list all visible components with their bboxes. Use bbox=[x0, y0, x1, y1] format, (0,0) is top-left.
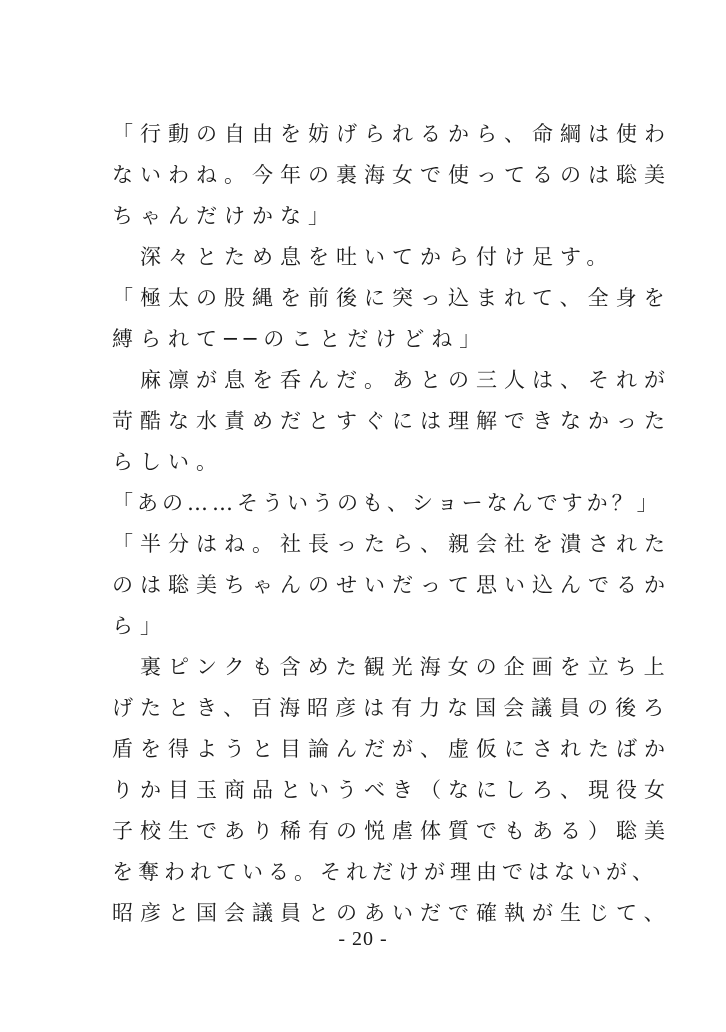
text-line: 裏ピンクも含めた観光海女の企画を立ち上 bbox=[112, 655, 672, 679]
text-line: らしい。 bbox=[112, 450, 224, 474]
text-line: 「あの……そういうのも、ショーなんですか？」 bbox=[112, 491, 662, 515]
page-number: - 20 - bbox=[338, 928, 388, 950]
text-line: 子校生であり稀有の悦虐体質でもある）聡美 bbox=[112, 819, 672, 843]
text-line: 深々とため息を吐いてから付け足す。 bbox=[112, 245, 615, 269]
text-line: 麻凛が息を呑んだ。あとの三人は、それが bbox=[112, 368, 672, 392]
text-line: ら」 bbox=[112, 614, 168, 638]
text-line: のは聡美ちゃんのせいだって思い込んでるか bbox=[112, 573, 672, 597]
text-line: 「極太の股縄を前後に突っ込まれて、全身を bbox=[112, 286, 672, 310]
text-line: 縛られて──のことだけどね」 bbox=[112, 327, 488, 351]
text-line: ないわね。今年の裏海女で使ってるのは聡美 bbox=[112, 163, 672, 187]
text-line: 苛酷な水責めだとすぐには理解できなかった bbox=[112, 409, 672, 433]
body-text bbox=[112, 114, 672, 934]
text-line: ちゃんだけかな」 bbox=[112, 204, 336, 228]
text-line: りか目玉商品というべき（なにしろ、現役女 bbox=[112, 778, 672, 802]
text-line: 昭彦と国会議員とのあいだで確執が生じて、 bbox=[112, 901, 672, 925]
text-line: 盾を得ようと目論んだが、虚仮にされたばか bbox=[112, 737, 672, 761]
text-line: を奪われている。それだけが理由ではないが、 bbox=[112, 860, 658, 884]
text-line: 「行動の自由を妨げられるから、命綱は使わ bbox=[112, 122, 672, 146]
text-line: 「半分はね。社長ったら、親会社を潰された bbox=[112, 532, 672, 556]
text-line: げたとき、百海昭彦は有力な国会議員の後ろ bbox=[112, 696, 672, 720]
